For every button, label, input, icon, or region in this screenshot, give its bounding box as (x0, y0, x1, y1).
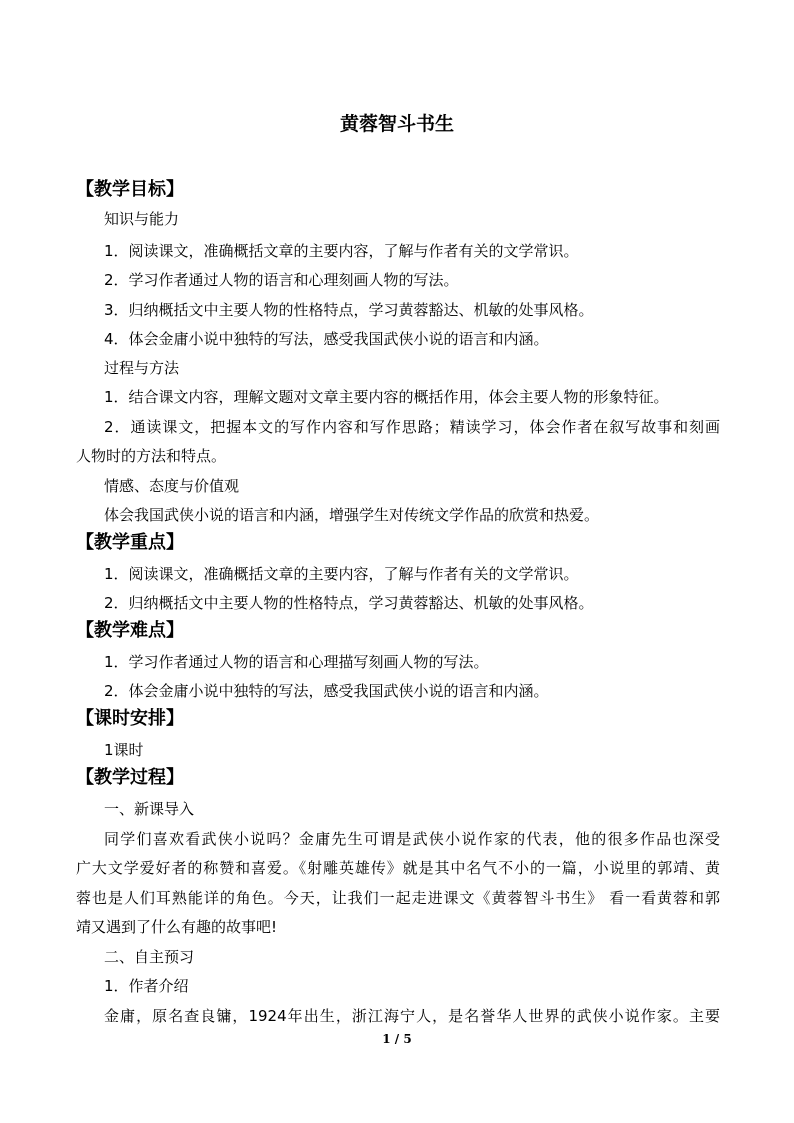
paragraph-line: 同学们喜欢看武侠小说吗？金庸先生可谓是武侠小说作家的代表，他的很多作品也深受 (104, 830, 720, 848)
paragraph-line: 金庸，原名查良镛，1924年出生，浙江海宁人，是名誉华人世界的武侠小说作家。主要 (104, 1007, 720, 1025)
list-item: 2．归纳概括文中主要人物的性格特点，学习黄蓉豁达、机敏的处事风格。 (104, 594, 594, 612)
list-item: 2．通读课文，把握本文的写作内容和写作思路；精读学习，体会作者在叙写故事和刻画 (104, 418, 720, 436)
section-heading-difficulties: 【教学难点】 (76, 620, 184, 641)
list-item: 2．体会金庸小说中独特的写法，感受我国武侠小说的语言和内涵。 (104, 682, 549, 700)
page-number: 1 / 5 (382, 1032, 412, 1046)
list-item: 3．归纳概括文中主要人物的性格特点，学习黄蓉豁达、机敏的处事风格。 (104, 301, 594, 319)
section-heading-key-points: 【教学重点】 (76, 532, 184, 553)
paragraph: 1课时 (104, 741, 144, 759)
section-heading-procedure: 【教学过程】 (76, 767, 184, 788)
subheading-emotion: 情感、态度与价值观 (104, 477, 240, 495)
subheading-knowledge: 知识与能力 (104, 210, 180, 228)
section-heading-schedule: 【课时安排】 (76, 708, 184, 729)
paragraph-line: 广大文学爱好者的称赞和喜爱。《射雕英雄传》就是其中名气不小的一篇，小说里的郭靖、黄 (76, 859, 720, 877)
section-heading-goals: 【教学目标】 (76, 179, 184, 200)
paragraph: 体会我国武侠小说的语言和内涵，增强学生对传统文学作品的欣赏和热爱。 (104, 506, 600, 524)
subheading-preview: 二、自主预习 (104, 948, 195, 966)
paragraph-line: 蓉也是人们耳熟能详的角色。今天，让我们一起走进课文《黄蓉智斗书生》 看一看黄蓉和郭 (76, 889, 720, 907)
list-item-continuation: 人物时的方法和特点。 (76, 447, 227, 465)
list-item: 1．阅读课文，准确概括文章的主要内容，了解与作者有关的文学常识。 (104, 242, 579, 260)
list-item: 1．结合课文内容，理解文题对文章主要内容的概括作用，体会主要人物的形象特征。 (104, 388, 669, 406)
subheading-intro: 一、新课导入 (104, 800, 195, 818)
subheading-author: 1．作者介绍 (104, 977, 189, 995)
list-item: 2．学习作者通过人物的语言和心理刻画人物的写法。 (104, 271, 459, 289)
subheading-process: 过程与方法 (104, 359, 180, 377)
list-item: 1．阅读课文，准确概括文章的主要内容，了解与作者有关的文学常识。 (104, 565, 579, 583)
list-item: 1．学习作者通过人物的语言和心理描写刻画人物的写法。 (104, 653, 489, 671)
document-title: 黄蓉智斗书生 (339, 113, 454, 135)
paragraph-line: 靖又遇到了什么有趣的故事吧! (76, 918, 278, 936)
list-item: 4．体会金庸小说中独特的写法，感受我国武侠小说的语言和内涵。 (104, 330, 549, 348)
